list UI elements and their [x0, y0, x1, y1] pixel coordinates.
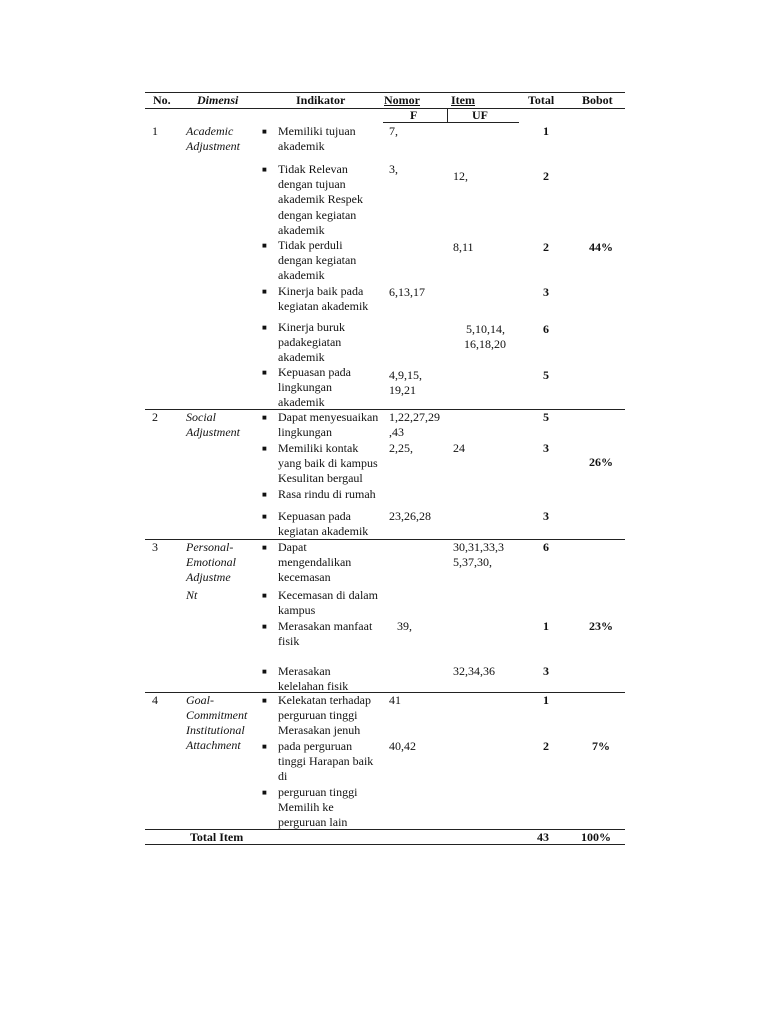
f-value: 2,25,: [389, 441, 413, 455]
dimension-line: Attachment: [186, 738, 241, 752]
total-item-label: Total Item: [190, 830, 244, 844]
indicator-line: Tidak perduli: [278, 238, 343, 252]
uf-value: 24: [453, 441, 465, 455]
uf-value: 32,34,36: [453, 664, 495, 678]
indicator-line: Merasakan jenuh: [278, 723, 361, 738]
total-value: 3: [543, 664, 549, 678]
indicator-line: dengan kegiatan: [278, 207, 357, 222]
indicator-line: kampus: [278, 603, 316, 618]
header-underline: [145, 108, 625, 109]
indicator-line: Merasakan manfaat: [278, 619, 373, 633]
indicator-line: akademik: [278, 139, 325, 154]
indicator-line: padakegiatan: [278, 335, 342, 350]
bullet-icon: ■: [262, 413, 267, 422]
indicator-line: akademik: [278, 222, 325, 237]
header-dimensi: Dimensi: [197, 93, 239, 107]
header-item: Item: [451, 93, 475, 107]
indicator-line: Kepuasan pada: [278, 365, 351, 379]
indicator-line: akademik Respek: [278, 192, 363, 207]
indicator-line: tinggi Harapan baik: [278, 754, 374, 769]
dimension-line: Academic: [186, 124, 234, 138]
total-value: 2: [543, 739, 549, 753]
indicator-line: mengendalikan: [278, 555, 352, 570]
indicator-line: akademik: [278, 395, 325, 410]
row-number: 4: [152, 693, 158, 707]
total-value: 6: [543, 322, 549, 336]
indicator-line: Kecemasan di dalam: [278, 588, 378, 602]
dimension-line: Adjustment: [186, 425, 240, 439]
bobot-value: 26%: [589, 455, 613, 469]
dimension-line: Goal-: [186, 693, 214, 707]
total-value: 5: [543, 368, 549, 382]
bullet-icon: ■: [262, 788, 267, 797]
bullet-icon: ■: [262, 323, 267, 332]
total-value: 6: [543, 540, 549, 554]
uf-value: 5,37,30,: [453, 555, 492, 569]
indicator-line: Memiliki kontak: [278, 441, 359, 455]
f-value: 40,42: [389, 739, 416, 753]
indicator-line: dengan tujuan: [278, 177, 346, 192]
bobot-value: 23%: [589, 619, 613, 633]
row-separator-3: [145, 692, 625, 693]
indicator-line: Kesulitan bergaul: [278, 471, 363, 486]
f-value: 6,13,17: [389, 285, 425, 299]
indicator-line: Dapat menyesuaikan: [278, 410, 379, 424]
f-value: 1,22,27,29: [389, 410, 440, 424]
dimension-line: Social: [186, 410, 216, 424]
indicator-line: di: [278, 769, 288, 784]
indicator-line: Memiliki tujuan: [278, 124, 356, 138]
dimension-line: Personal-: [186, 540, 234, 554]
dimension-line: Commitment: [186, 708, 248, 722]
header-no: No.: [153, 93, 171, 107]
subheader-rule: [383, 122, 519, 123]
bullet-icon: ■: [262, 287, 267, 296]
bullet-icon: ■: [262, 512, 267, 521]
row-number: 2: [152, 410, 158, 424]
header-bobot: Bobot: [582, 93, 613, 107]
row-number: 3: [152, 540, 158, 554]
f-value: 3,: [389, 162, 398, 176]
dimension-line: Adjustme: [186, 570, 231, 584]
uf-value: 12,: [453, 169, 468, 183]
total-value: 1: [543, 124, 549, 138]
grand-total-value: 43: [537, 830, 549, 844]
total-value: 3: [543, 441, 549, 455]
header-nomor: Nomor: [384, 93, 420, 107]
indicator-line: Kepuasan pada: [278, 509, 351, 523]
total-value: 3: [543, 509, 549, 523]
bullet-icon: ■: [262, 241, 267, 250]
bullet-icon: ■: [262, 667, 267, 676]
indicator-line: Merasakan: [278, 664, 331, 678]
indicator-line: kegiatan akademik: [278, 524, 369, 539]
bullet-icon: ■: [262, 622, 267, 631]
dimension-line: Emotional: [186, 555, 236, 569]
indicator-line: lingkungan: [278, 380, 332, 395]
indicator-line: Kinerja baik pada: [278, 284, 364, 298]
bullet-icon: ■: [262, 444, 267, 453]
row-number: 1: [152, 124, 158, 138]
header-indikator: Indikator: [296, 93, 346, 107]
indicator-line: Rasa rindu di rumah: [278, 487, 376, 501]
bullet-icon: ■: [262, 490, 267, 499]
f-value: 23,26,28: [389, 509, 431, 523]
indicator-line: kegiatan akademik: [278, 299, 369, 314]
indicator-line: perguruan tinggi: [278, 708, 358, 723]
f-value: 41: [389, 693, 401, 707]
bullet-icon: ■: [262, 543, 267, 552]
total-value: 1: [543, 693, 549, 707]
f-value: 39,: [397, 619, 412, 633]
indicator-line: yang baik di kampus: [278, 456, 378, 471]
indicator-line: Dapat: [278, 540, 307, 554]
bobot-value: 7%: [592, 739, 610, 753]
indicator-line: Kinerja buruk: [278, 320, 345, 334]
header-uf: UF: [472, 108, 488, 122]
total-value: 3: [543, 285, 549, 299]
row-separator-1: [145, 409, 625, 410]
bullet-icon: ■: [262, 165, 267, 174]
f-value: 19,21: [389, 383, 416, 397]
indicator-line: akademik: [278, 350, 325, 365]
dimension-line: Nt: [186, 588, 198, 602]
bullet-icon: ■: [262, 368, 267, 377]
indicator-line: dengan kegiatan: [278, 253, 357, 268]
uf-value: 8,11: [453, 240, 474, 254]
f-uf-divider: [447, 108, 448, 123]
header-total: Total: [528, 93, 555, 107]
indicator-line: kelelahan fisik: [278, 679, 349, 694]
bullet-icon: ■: [262, 591, 267, 600]
indicator-line: Kelekatan terhadap: [278, 693, 371, 707]
uf-value: 5,10,14,: [466, 322, 505, 336]
indicator-line: fisik: [278, 634, 300, 649]
uf-value: 16,18,20: [464, 337, 506, 351]
total-value: 1: [543, 619, 549, 633]
indicator-line: perguruan lain: [278, 815, 348, 830]
bullet-icon: ■: [262, 696, 267, 705]
indicator-line: kecemasan: [278, 570, 331, 585]
uf-value: 30,31,33,3: [453, 540, 504, 554]
f-value: 7,: [389, 124, 398, 138]
indicator-line: perguruan tinggi: [278, 785, 358, 799]
indicator-line: akademik: [278, 268, 325, 283]
grand-bobot-value: 100%: [581, 830, 611, 844]
f-value: ,43: [389, 425, 404, 439]
indicator-line: Memilih ke: [278, 800, 334, 815]
total-value: 2: [543, 169, 549, 183]
dimension-line: Institutional: [186, 723, 245, 737]
indicator-line: pada perguruan: [278, 739, 353, 753]
indicator-line: lingkungan: [278, 425, 332, 440]
total-value: 5: [543, 410, 549, 424]
bullet-icon: ■: [262, 742, 267, 751]
indicator-line: Tidak Relevan: [278, 162, 348, 176]
f-value: 4,9,15,: [389, 368, 422, 382]
bobot-value: 44%: [589, 240, 613, 254]
dimension-line: Adjustment: [186, 139, 240, 153]
header-f: F: [410, 108, 418, 122]
total-value: 2: [543, 240, 549, 254]
bullet-icon: ■: [262, 127, 267, 136]
